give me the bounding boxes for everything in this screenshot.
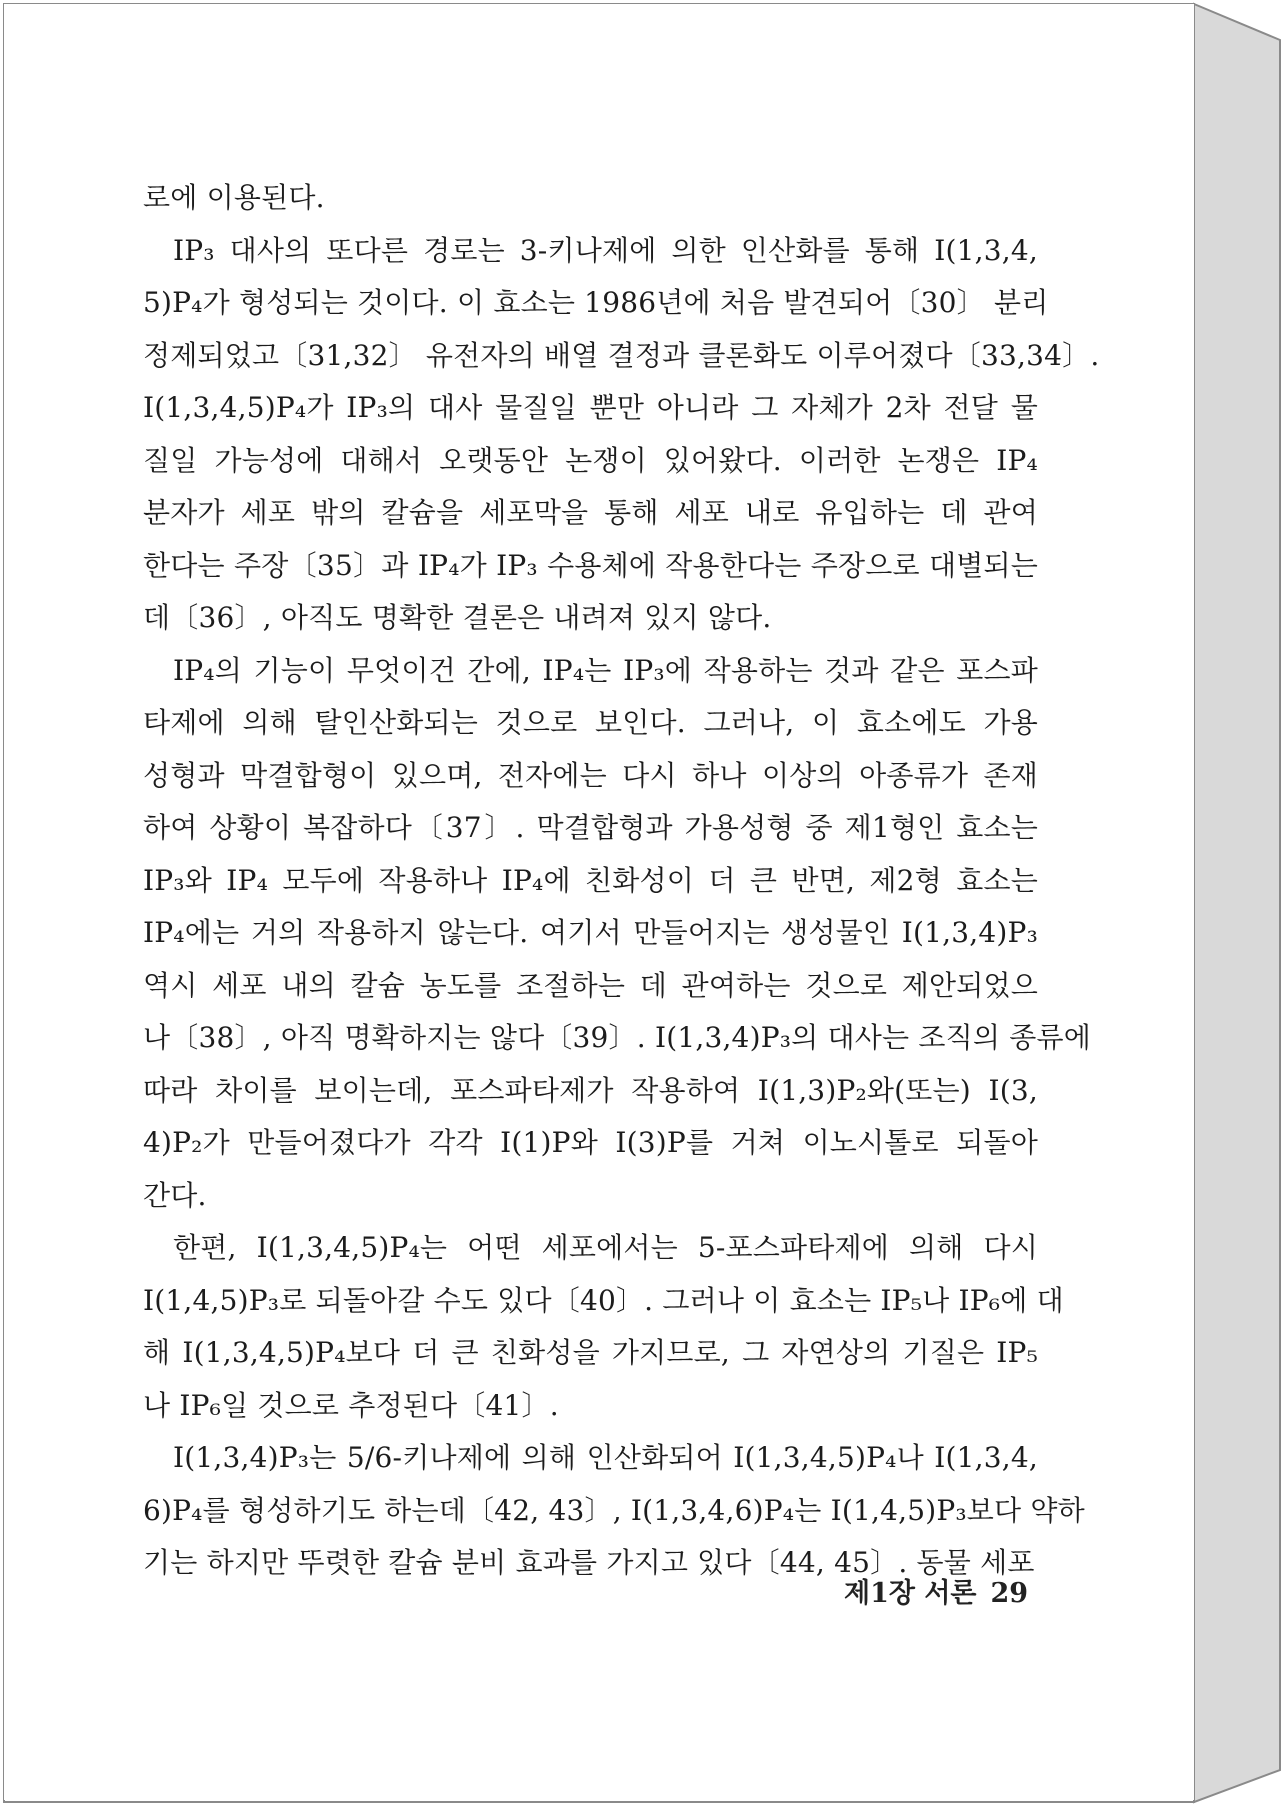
text-line: IP₃ 대사의 또다른 경로는 3-키나제에 의한 인산화를 통해 I(1,3,4, <box>173 233 1038 267</box>
paragraph <box>143 1432 1085 1590</box>
text-line: 정제되었고〔31,32〕 유전자의 배열 결정과 클론화도 이루어졌다〔33,34〕. <box>143 338 1100 372</box>
text-line: 간다. <box>143 1178 207 1212</box>
text-line: IP₃와 IP₄ 모두에 작용하나 IP₄에 친화성이 더 큰 반면, 제2형 효소는 <box>143 863 1038 897</box>
text-line: 따라 차이를 보이는데, 포스파타제가 작용하여 I(1,3)P₂와(또는) I(3, <box>143 1073 1038 1107</box>
text-line: IP₄에는 거의 작용하지 않는다. 여기서 만들어지는 생성물인 I(1,3,4)P₃ <box>143 916 1038 949</box>
text-line: 나 IP₆일 것으로 추정된다〔41〕. <box>143 1388 559 1422</box>
text-line: 4)P₂가 만들어졌다가 각각 I(1)P와 I(3)P를 거쳐 이노시톨로 되돌아 <box>143 1126 1038 1159</box>
text-line: 질일 가능성에 대해서 오랫동안 논쟁이 있어왔다. 이러한 논쟁은 IP₄ <box>143 443 1038 477</box>
page-thickness-edge <box>1194 4 1280 1802</box>
page-footer <box>844 1576 1028 1612</box>
text-line: 로에 이용된다. <box>143 181 325 214</box>
paragraph <box>143 645 1091 1223</box>
paragraph <box>143 172 1038 225</box>
chapter-title: 제1장 서론 <box>844 1578 977 1609</box>
text-line: 타제에 의해 탈인산화되는 것으로 보인다. 그러나, 이 효소에도 가용 <box>143 706 1038 739</box>
text-line: 하여 상황이 복잡하다〔37〕. 막결합형과 가용성형 중 제1형인 효소는 <box>143 811 1038 844</box>
paragraph <box>143 225 1100 645</box>
text-line: IP₄의 기능이 무엇이건 간에, IP₄는 IP₃에 작용하는 것과 같은 포스파 <box>173 653 1038 687</box>
text-line: I(1,3,4)P₃는 5/6-키나제에 의해 인산화되어 I(1,3,4,5)P₄나 I(1,3,4, <box>173 1441 1038 1474</box>
text-line: 해 I(1,3,4,5)P₄보다 더 큰 친화성을 가지므로, 그 자연상의 기질은 IP₅ <box>143 1336 1038 1369</box>
page-sheet <box>4 4 1194 1800</box>
text-line: 기는 하지만 뚜렷한 칼슘 분비 효과를 가지고 있다〔44, 45〕. 동물 세포 <box>143 1546 1035 1579</box>
text-line: 한편, I(1,3,4,5)P₄는 어떤 세포에서는 5-포스파타제에 의해 다시 <box>173 1231 1038 1264</box>
text-line: 역시 세포 내의 칼슘 농도를 조절하는 데 관여하는 것으로 제안되었으 <box>143 968 1038 1002</box>
text-line: 성형과 막결합형이 있으며, 전자에는 다시 하나 이상의 아종류가 존재 <box>143 758 1038 792</box>
text-line: 5)P₄가 형성되는 것이다. 이 효소는 1986년에 처음 발견되어〔30〕 분리 <box>143 286 1049 319</box>
paragraph <box>143 1222 1064 1432</box>
page-number: 29 <box>990 1578 1029 1609</box>
text-line: I(1,4,5)P₃로 되돌아갈 수도 있다〔40〕. 그러나 이 효소는 IP₅나 IP₆에 대 <box>143 1283 1064 1317</box>
text-line: 6)P₄를 형성하기도 하는데〔42, 43〕, I(1,3,4,6)P₄는 I(1,4,5)P₃보다 약하 <box>143 1493 1085 1527</box>
body-text <box>143 172 1100 1590</box>
text-line: I(1,3,4,5)P₄가 IP₃의 대사 물질일 뿐만 아니라 그 자체가 2차 전달 물 <box>143 391 1038 424</box>
text-line: 데〔36〕, 아직도 명확한 결론은 내려져 있지 않다. <box>143 601 772 634</box>
text-line: 분자가 세포 밖의 칼슘을 세포막을 통해 세포 내로 유입하는 데 관여 <box>143 496 1038 529</box>
text-line: 한다는 주장〔35〕과 IP₄가 IP₃ 수용체에 작용한다는 주장으로 대별되는 <box>143 548 1038 582</box>
text-line: 나〔38〕, 아직 명확하지는 않다〔39〕. I(1,3,4)P₃의 대사는 조직의 종류에 <box>143 1021 1091 1054</box>
